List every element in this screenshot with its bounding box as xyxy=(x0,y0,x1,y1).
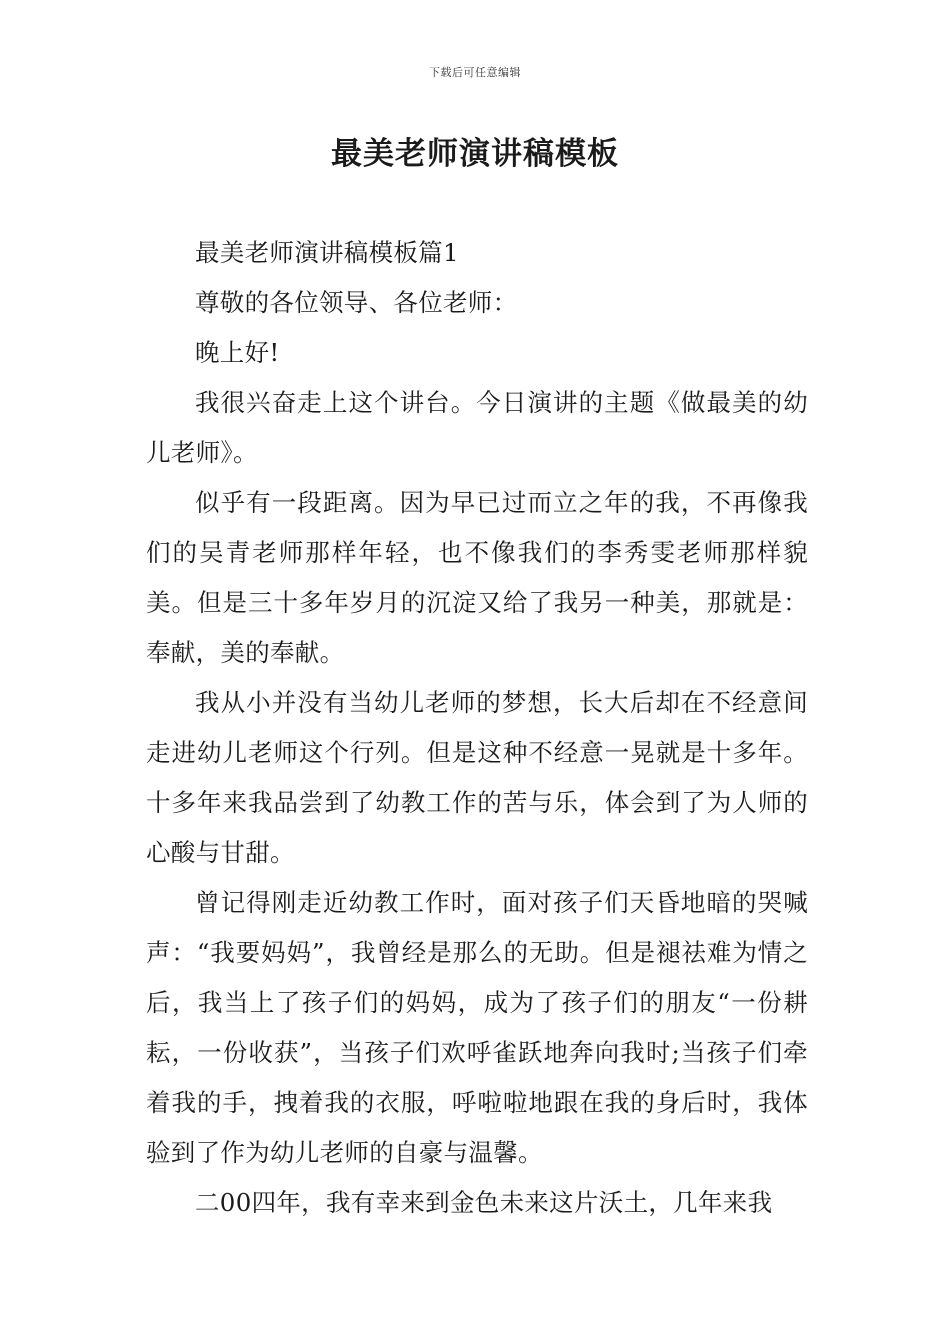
greeting: 晚上好! xyxy=(195,338,280,367)
paragraph: 曾记得刚走近幼教工作时，面对孩子们天昏地暗的哭喊声：“我要妈妈”，我曾经是那么的无助。但是褪祛难为情之后，我当上了孩子们的妈妈，成为了孩子们的朋友“一份耕耘，一份收获”，当孩子们欢呼雀跃地奔向我时;当孩子们牵着我的手，拽着我的衣服，呼啦啦地跟在我的身后时，我体验到了作为幼儿老师的自豪与温馨。 xyxy=(146,888,808,1167)
document-body xyxy=(146,228,808,1228)
paragraph: 似乎有一段距离。因为早已过而立之年的我，不再像我们的吴青老师那样年轻，也不像我们的李秀雯老师那样貌美。但是三十多年岁月的沉淀又给了我另一种美，那就是：奉献，美的奉献。 xyxy=(146,488,808,667)
paragraph: 我很兴奋走上这个讲台。今日演讲的主题《做最美的幼儿老师》。 xyxy=(146,388,808,467)
header-note: 下载后可任意编辑 xyxy=(429,66,521,79)
document-title: 最美老师演讲稿模板 xyxy=(331,136,619,172)
paragraph: 我从小并没有当幼儿老师的梦想，长大后却在不经意间走进幼儿老师这个行列。但是这种不经意一晃就是十多年。十多年来我品尝到了幼教工作的苦与乐，体会到了为人师的心酸与甘甜。 xyxy=(146,688,808,867)
salutation: 尊敬的各位领导、各位老师： xyxy=(195,288,518,317)
paragraph: 二00四年，我有幸来到金色未来这片沃土，几年来我 xyxy=(195,1188,773,1217)
section-heading: 最美老师演讲稿模板篇1 xyxy=(195,238,459,267)
